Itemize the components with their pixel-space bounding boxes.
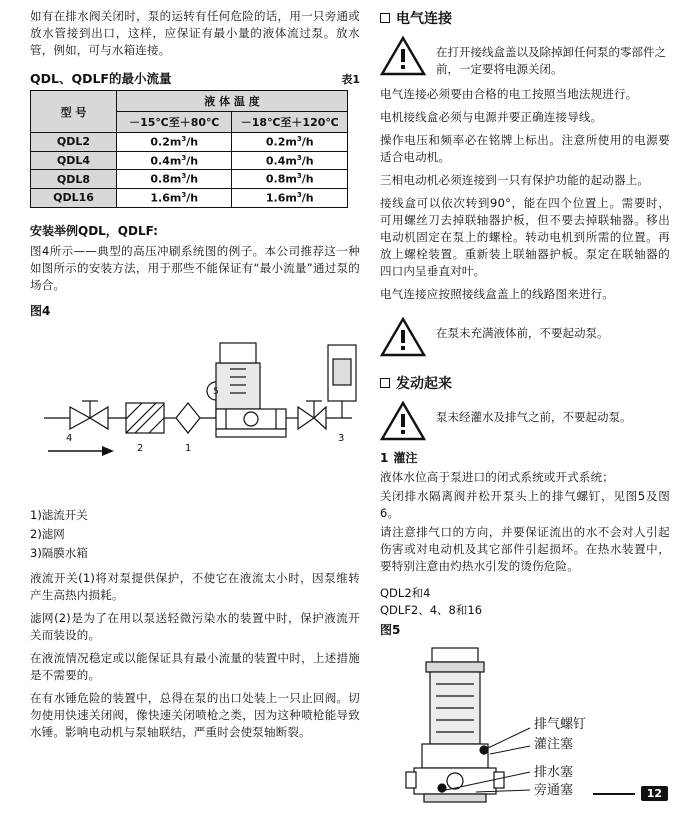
subsection-priming-heading (380, 449, 670, 466)
cell-value (232, 188, 348, 207)
cell-value (232, 133, 348, 152)
warning-block-1 (380, 36, 670, 78)
section-title: 电气连接 (396, 11, 452, 27)
page-number (593, 786, 668, 801)
figure-4-legend (30, 506, 360, 562)
warning-block-3 (380, 401, 670, 441)
paragraph-flow-switch: 液流开关(1)将对泵提供保护，不使它在液流太小时，因泵维转产生高热内损耗。 (30, 570, 360, 602)
cell-model: QDL2 (31, 133, 117, 152)
callout-5: 5 (213, 386, 219, 397)
paragraph-stable-flow: 在液流情况稳定或以能保证具有最小流量的装置中时，上述措施是不需要的。 (30, 650, 360, 682)
cell-model: QDL4 (31, 151, 117, 170)
warning-text: 泵未经灌水及排气之前，不要起动泵。 (436, 410, 632, 424)
unit: /h (301, 172, 314, 186)
warning-triangle-icon (380, 317, 426, 357)
electrical-para-6: 电气连接应按照接线盒盖上的线路图来进行。 (380, 287, 614, 301)
unit: /h (301, 154, 314, 168)
callout-3: 3 (338, 432, 345, 444)
unit: /h (186, 191, 199, 205)
subsection-title: 灌注 (393, 451, 418, 465)
section-heading-electrical (380, 8, 670, 28)
table-row (31, 188, 348, 207)
exp: 3 (296, 153, 302, 162)
th-temp-group: 液 体 温 度 (117, 91, 348, 112)
warning-triangle-icon (380, 401, 426, 441)
callout-2: 2 (137, 442, 144, 454)
v: 0.2m (265, 135, 297, 149)
fig5-model-line-1: QDL2和4 (380, 586, 431, 600)
th-temp-1: －15℃至＋80℃ (117, 112, 232, 133)
exp: 3 (296, 135, 302, 143)
th-model: 型 号 (31, 91, 117, 133)
section-heading-startup (380, 373, 670, 393)
unit: /h (301, 191, 314, 205)
fig5-model-line-2: QDLF2、4、8和16 (380, 603, 483, 617)
v: 0.2m (150, 135, 182, 149)
electrical-para-1: 电气连接必须要由合格的电工按照当地法规进行。 (380, 87, 638, 101)
exp: 3 (181, 135, 187, 143)
callout-4: 4 (66, 432, 73, 444)
cell-value (117, 151, 232, 170)
unit: /h (186, 154, 199, 168)
cell-model: QDL16 (31, 188, 117, 207)
figure-4-label: 图4 (30, 303, 51, 318)
paragraph-water-hammer: 在有水锤危险的装置中，总得在泵的出口处装上一只止回阀。切勿使用快速关闭阀，像快速关闭喷枪之类，因为这种喷枪能导致水锤。影响电动机与泵轴联结，严重时会使泵轴断裂。 (30, 690, 360, 739)
cell-value (232, 170, 348, 189)
cell-value (117, 133, 232, 152)
warning-text: 在泵未充满液体前，不要起动泵。 (436, 326, 609, 340)
electrical-para-3: 操作电压和频率必在铭牌上标出。注意所使用的电源要适合电动机。 (380, 133, 670, 164)
callout-drain-plug: 排水塞 (534, 765, 574, 780)
section-title: 发动起来 (396, 376, 452, 392)
priming-para-2: 关闭排水隔离阀并松开泵头上的排气螺钉，见图5及图6。 (380, 489, 670, 520)
legend-item: 3)隔膜水箱 (30, 545, 88, 560)
electrical-para-4: 三相电动机必须连接到一只有保护功能的起动器上。 (380, 173, 650, 187)
install-example-heading: 安装举例QDL，QDLF: (30, 223, 158, 238)
legend-item: 2)滤网 (30, 526, 65, 541)
priming-para-3: 请注意排气口的方向，并要保证流出的水不会对人引起伤害或对电动机及其它部件引起损坏。在热水装置中，要特别注意由灼热水引发的烫伤危险。 (380, 525, 670, 573)
right-column (380, 8, 670, 826)
unit: /h (301, 135, 314, 149)
exp: 3 (296, 190, 302, 199)
v: 0.4m (150, 154, 182, 168)
figure-4-diagram (30, 323, 360, 502)
electrical-para-2: 电机接线盒必须与电源并要正确连接导线。 (380, 110, 603, 124)
legend-item: 1)滤流开关 (30, 507, 88, 522)
callout-1: 1 (185, 442, 192, 454)
square-bullet-icon (380, 378, 390, 388)
cell-value (232, 151, 348, 170)
warning-triangle-icon (380, 36, 426, 76)
exp: 3 (296, 172, 302, 181)
table-title: QDL、QDLF的最小流量 (30, 71, 172, 86)
v: 0.4m (265, 154, 297, 168)
min-flow-table (30, 90, 348, 208)
unit: /h (186, 135, 199, 149)
cell-model: QDL8 (31, 170, 117, 189)
exp: 3 (181, 153, 187, 162)
table-row (31, 151, 348, 170)
cell-value (117, 170, 232, 189)
unit: /h (186, 172, 199, 186)
callout-priming-plug: 灌注塞 (534, 737, 574, 752)
v: 1.6m (150, 191, 182, 205)
callout-bypass-plug: 旁通塞 (534, 783, 574, 798)
square-bullet-icon (380, 13, 390, 23)
left-column (30, 8, 360, 747)
v: 0.8m (265, 172, 297, 186)
exp: 3 (181, 190, 187, 199)
table-row (31, 133, 348, 152)
warning-block-2 (380, 317, 670, 357)
warning-text: 在打开接线盒盖以及除掉卸任何泵的零部件之前，一定要将电源关闭。 (436, 45, 666, 76)
figure-5-label: 图5 (380, 623, 401, 637)
electrical-para-5: 接线盒可以依次转到90°，能在四个位置上。需要时，可用螺丝刀去掉联轴器护板，但不要去掉联轴器。移出电动机固定在泵上的螺栓。转动电机到所需的位置。再放上螺栓装置。重新装上联轴器护板。泵定在联轴器的四口内呈垂直对叶。 (380, 196, 670, 278)
page-number-badge: 12 (641, 786, 668, 801)
cell-value (117, 188, 232, 207)
table-number: 表1 (341, 73, 360, 86)
th-temp-2: －18℃至＋120℃ (232, 112, 348, 133)
callout-vent-screw: 排气螺钉 (534, 717, 587, 732)
intro-paragraph: 如有在排水阀关闭时，泵的运转有任何危险的话，用一只旁通或放水管接到出口，这样，应保证有最小量的液体流过泵。放水管，例如，可与水箱连接。 (30, 9, 360, 57)
page-rule (593, 793, 635, 795)
table-caption (30, 69, 360, 87)
subsection-number: 1 (380, 451, 389, 465)
exp: 3 (181, 172, 187, 181)
install-paragraph: 图4所示——典型的高压冲刷系统图的例子。本公司推荐这一种如图所示的安装方法，用于那些不能保证有“最小流量”通过泵的场合。 (30, 243, 360, 292)
paragraph-filter: 滤网(2)是为了在用以泵送轻微污染水的装置中时，保护液流开关而装设的。 (30, 610, 360, 642)
table-row (31, 170, 348, 189)
v: 1.6m (265, 191, 297, 205)
priming-para-1: 液体水位高于泵进口的闭式系统或开式系统； (380, 470, 614, 484)
v: 0.8m (150, 172, 182, 186)
table-header-row (31, 91, 348, 112)
